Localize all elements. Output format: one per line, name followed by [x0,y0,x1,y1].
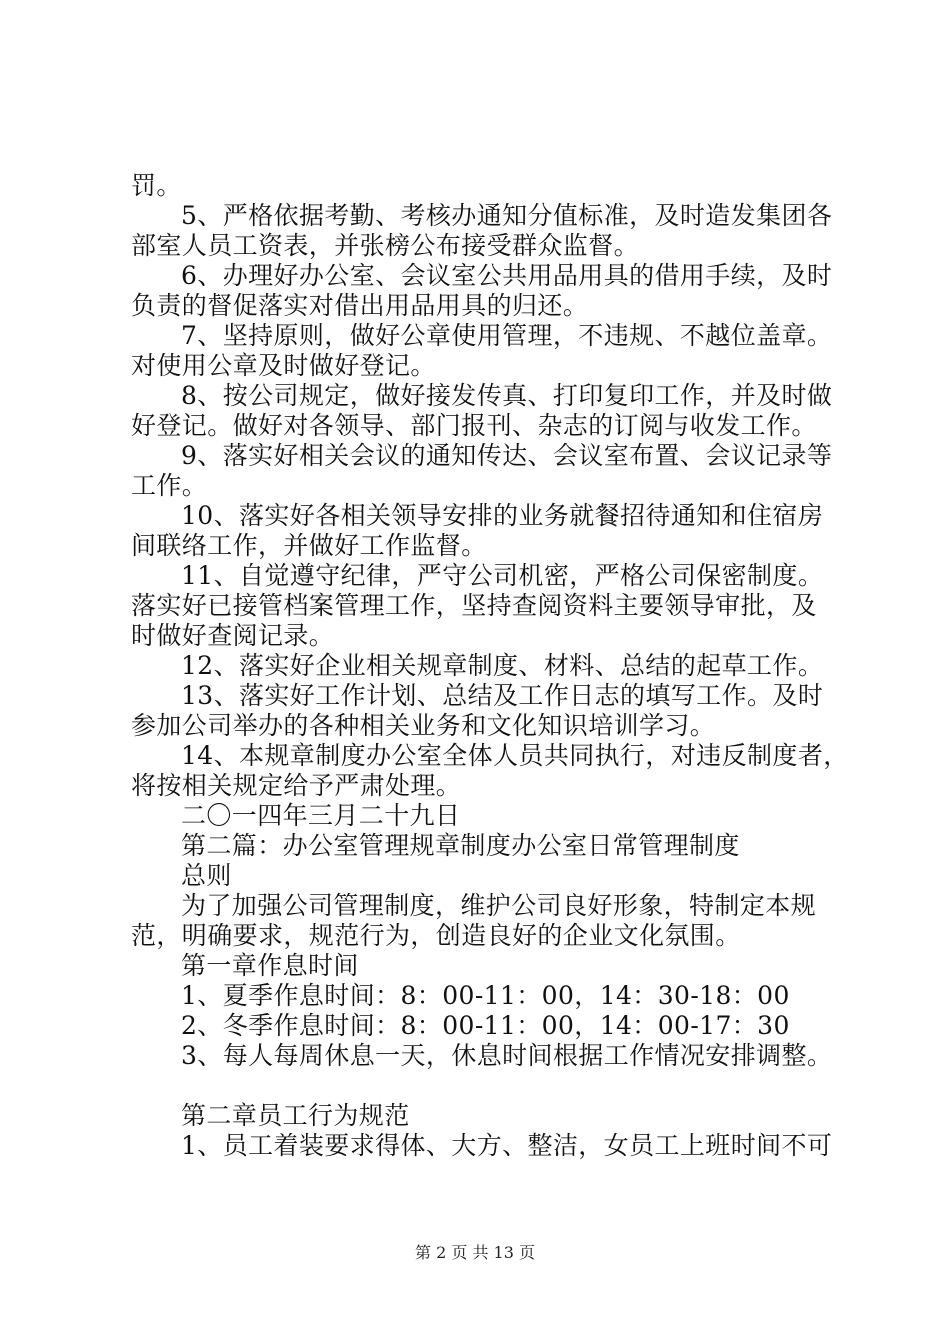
text-line: 第二篇：办公室管理规章制度办公室日常管理制度 [181,831,740,860]
text-line: 11、自觉遵守纪律，严守公司机密，严格公司保密制度。 [181,561,824,590]
text-line: 负责的督促落实对借出用品用具的归还。 [131,291,589,320]
text-line: 间联络工作，并做好工作监督。 [131,531,487,560]
text-line: 范，明确要求，规范行为，创造良好的企业文化氛围。 [131,921,741,950]
text-line: 好登记。做好对各领导、部门报刊、杂志的订阅与收发工作。 [131,411,817,440]
text-line: 8、按公司规定，做好接发传真、打印复印工作，并及时做 [181,381,833,410]
text-line: 9、落实好相关会议的通知传达、会议室布置、会议记录等 [181,441,833,470]
text-line: 第一章作息时间 [181,951,359,980]
text-line: 第二章员工行为规范 [181,1101,410,1130]
document-body [131,171,849,1161]
text-line: 12、落实好企业相关规章制度、材料、总结的起草工作。 [181,651,824,680]
text-line: 5、严格依据考勤、考核办通知分值标准，及时造发集团各 [181,201,833,230]
text-line: 对使用公章及时做好登记。 [131,351,436,380]
blank-line [131,1071,831,1101]
text-line: 3、每人每周休息一天，休息时间根据工作情况安排调整。 [181,1041,833,1070]
text-line: 1、夏季作息时间：8：00-11：00，14：30-18：00 [181,981,790,1010]
text-line: 二〇一四年三月二十九日 [181,801,461,830]
text-line: 7、坚持原则，做好公章使用管理，不违规、不越位盖章。 [181,321,833,350]
text-line: 为了加强公司管理制度，维护公司良好形象，特制定本规 [181,891,817,920]
text-line: 时做好查阅记录。 [131,621,335,650]
text-line: 罚。 [131,171,182,200]
text-line: 2、冬季作息时间：8：00-11：00，14：00-17：30 [181,1011,790,1040]
text-line: 工作。 [131,471,208,500]
page-number-footer: 第 2 页 共 13 页 [415,1243,535,1262]
text-line: 10、落实好各相关领导安排的业务就餐招待通知和住宿房 [181,501,824,530]
text-line: 总则 [181,861,232,890]
text-line: 6、办理好办公室、会议室公共用品用具的借用手续，及时 [181,261,833,290]
text-line: 参加公司举办的各种相关业务和文化知识培训学习。 [131,711,716,740]
text-line: 落实好已接管档案管理工作，坚持查阅资料主要领导审批，及 [131,591,817,620]
text-line: 部室人员工资表，并张榜公布接受群众监督。 [131,231,640,260]
text-line: 13、落实好工作计划、总结及工作日志的填写工作。及时 [181,681,824,710]
text-line: 14、本规章制度办公室全体人员共同执行，对违反制度者， [181,741,849,770]
text-line: 1、员工着装要求得体、大方、整洁，女员工上班时间不可 [181,1131,833,1160]
text-line: 将按相关规定给予严肃处理。 [131,771,462,800]
